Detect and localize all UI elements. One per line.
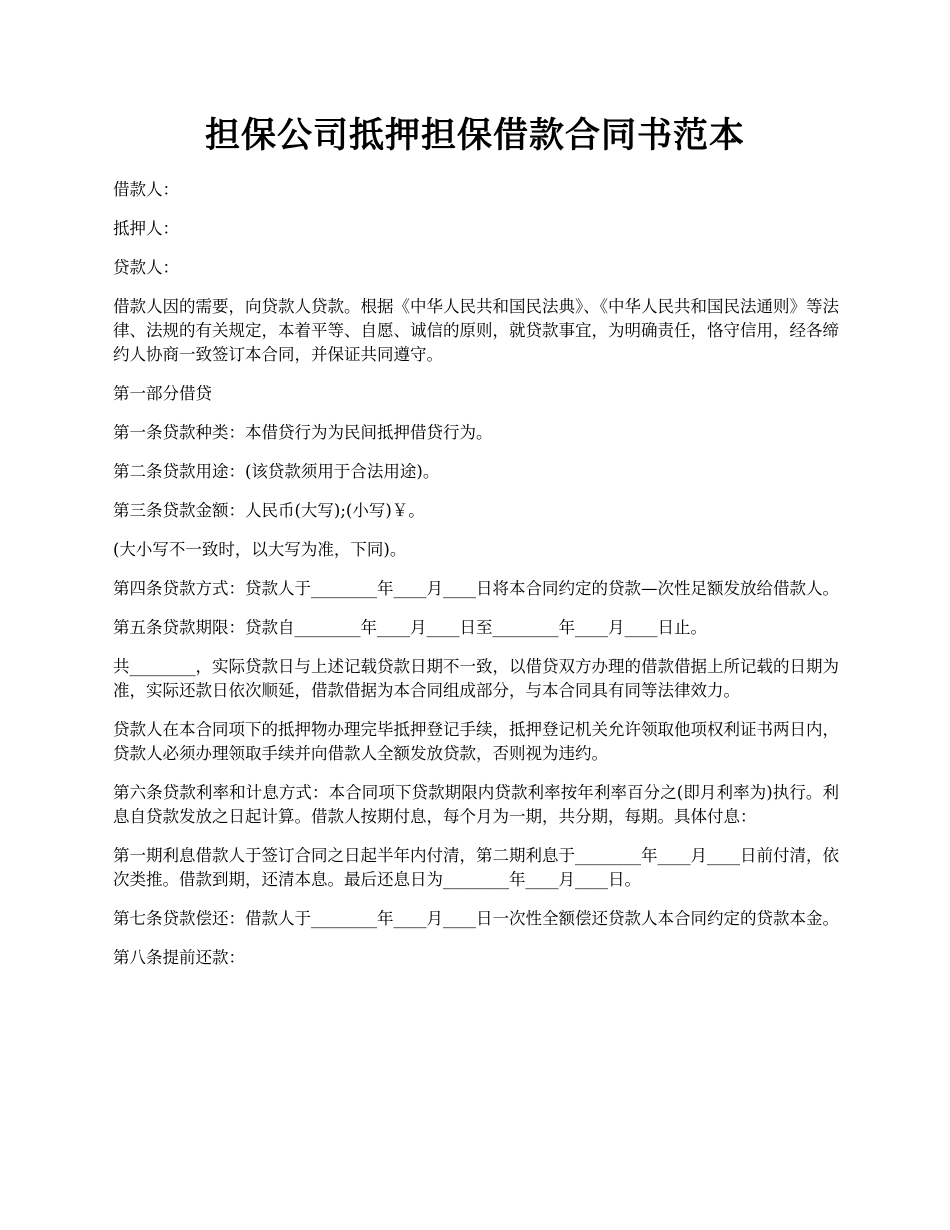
paragraph-preamble: 借款人因的需要，向贷款人贷款。根据《中华人民共和国民法典》、《中华人民共和国民法通则》等法律、法规的有关规定，本着平等、自愿、诚信的原则，就贷款事宜，为明确责任，恪守信用，经各缔约人协商一致签订本合同，并保证共同遵守。 [113,297,839,364]
article-1: 第一条贷款种类：本借贷行为为民间抵押借贷行为。 [113,423,493,442]
paragraph-lender: 贷款人： [113,258,179,277]
document-title: 担保公司抵押担保借款合同书范本 [204,116,745,156]
article-4: 第四条贷款方式：贷款人于________年____月____日将本合同约定的贷款—次性足额发放给借款人。 [113,579,839,598]
section-heading: 第一部分借贷 [113,384,212,403]
paragraph-borrower: 借款人： [113,180,179,199]
article-5-release: 贷款人在本合同项下的抵押物办理完毕抵押登记手续，抵押登记机关允许领取他项权利证书两日内，贷款人必须办理领取手续并向借款人全额发放贷款，否则视为违约。 [113,720,839,763]
article-5: 第五条贷款期限：贷款自________年____月____日至________年____月____日止。 [113,618,707,637]
article-3: 第三条贷款金额：人民币(大写);(小写)￥。 [113,501,425,520]
paragraph-mortgagor: 抵押人： [113,219,179,238]
article-7: 第七条贷款偿还：借款人于________年____月____日一次性全额偿还贷款人本合同约定的贷款本金。 [113,909,839,928]
article-8: 第八条提前还款： [113,948,245,967]
article-3-note: (大小写不一致时，以大写为准，下同)。 [113,540,407,559]
article-5-term: 共________，实际贷款日与上述记载贷款日期不一致，以借贷双方办理的借款借据上所记载的日期为准，实际还款日依次顺延，借款借据为本合同组成部分，与本合同具有同等法律效力。 [113,657,839,700]
article-6: 第六条贷款利率和计息方式：本合同项下贷款期限内贷款利率按年利率百分之(即月利率为)执行。利息自贷款发放之日起计算。借款人按期付息，每个月为一期，共分期，每期。具体付息： [113,783,839,826]
article-6-schedule: 第一期利息借款人于签订合同之日起半年内付清，第二期利息于________年____月____日前付清，依次类推。借款到期，还清本息。最后还息日为________年____月____日。 [113,846,839,889]
article-2: 第二条贷款用途：(该贷款须用于合法用途)。 [113,462,440,481]
document-body [113,178,839,985]
